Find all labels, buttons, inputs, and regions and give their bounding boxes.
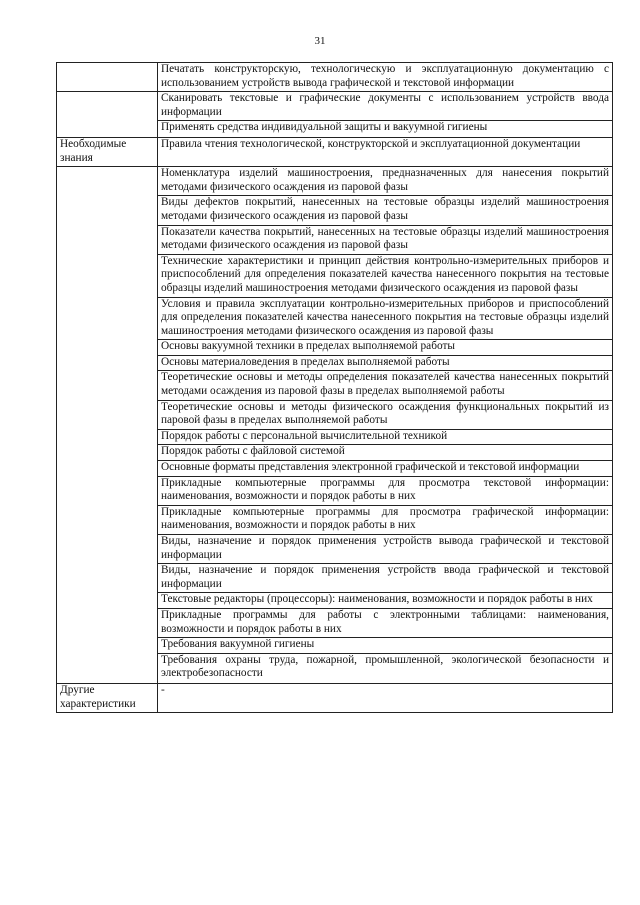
row-label-cell [57, 535, 158, 564]
row-label-cell [57, 653, 158, 683]
table-row [57, 63, 613, 92]
row-label-cell [57, 225, 158, 254]
row-label-cell [57, 445, 158, 461]
table-row [57, 505, 613, 534]
table-row [57, 355, 613, 371]
requirement-item: Виды, назначение и порядок применения устройств ввода графической и текстовой информации [158, 564, 613, 593]
row-label-cell [57, 297, 158, 340]
requirement-item: Теоретические основы и методы определения показателей качества нанесенных покрытий методами осаждения из паровой фазы в пределах выполняемой работы [158, 371, 613, 400]
table-row [57, 137, 613, 166]
row-label-cell: Необходимые знания [57, 137, 158, 166]
requirement-item: Требования охраны труда, пожарной, промышленной, экологической безопасности и электробезопасности [158, 653, 613, 683]
table-row [57, 638, 613, 654]
row-label-cell [57, 476, 158, 505]
requirement-item: Прикладные программы для работы с электронными таблицами: наименования, возможности и порядок работы в них [158, 608, 613, 637]
table-row [57, 167, 613, 196]
requirement-item: Показатели качества покрытий, нанесенных на тестовые образцы изделий машиностроения методами физического осаждения из паровой фазы [158, 225, 613, 254]
table-row [57, 608, 613, 637]
table-row [57, 653, 613, 683]
table-row [57, 593, 613, 609]
requirement-item: Номенклатура изделий машиностроения, предназначенных для нанесения покрытий методами физического осаждения из паровой фазы [158, 167, 613, 196]
row-label-cell [57, 400, 158, 429]
requirement-item: Порядок работы с файловой системой [158, 445, 613, 461]
table-row [57, 225, 613, 254]
table-row [57, 445, 613, 461]
requirement-item: Технические характеристики и принцип действия контрольно-измерительных приборов и приспособлений для определения показателей качества нанесенного покрытия на тестовые образцы изделий машиностроения методами физического осаждения из паровой фазы [158, 254, 613, 297]
row-label-cell [57, 63, 158, 92]
competency-table [56, 62, 613, 713]
requirement-item: Порядок работы с персональной вычислительной техникой [158, 429, 613, 445]
table-row [57, 400, 613, 429]
row-label-cell [57, 638, 158, 654]
table-row [57, 297, 613, 340]
table-row [57, 564, 613, 593]
requirement-item: Виды, назначение и порядок применения устройств вывода графической и текстовой информации [158, 535, 613, 564]
row-label-cell [57, 564, 158, 593]
requirement-item: Теоретические основы и методы физического осаждения функциональных покрытий из паровой фазы в пределах выполняемой работы [158, 400, 613, 429]
requirement-item: Правила чтения технологической, конструкторской и эксплуатационной документации [158, 137, 613, 166]
row-label-cell [57, 196, 158, 225]
row-label-cell [57, 608, 158, 637]
table-row [57, 683, 613, 712]
table-row [57, 196, 613, 225]
table-row [57, 121, 613, 138]
row-label-cell [57, 355, 158, 371]
requirement-item: Печатать конструкторскую, технологическую и эксплуатационную документацию с использованием устройств вывода графической и текстовой информации [158, 63, 613, 92]
requirement-item: Применять средства индивидуальной защиты и вакуумной гигиены [158, 121, 613, 138]
row-label-cell [57, 429, 158, 445]
requirement-item: Требования вакуумной гигиены [158, 638, 613, 654]
page-number: 31 [314, 35, 326, 47]
row-label-cell [57, 254, 158, 297]
requirement-item: Текстовые редакторы (процессоры): наименования, возможности и порядок работы в них [158, 593, 613, 609]
requirement-item: Условия и правила эксплуатации контрольно-измерительных приборов и приспособлений для определения показателей качества нанесенного покрытия на тестовые образцы изделий машиностроения методами физического осаждения из паровой фазы [158, 297, 613, 340]
table-row [57, 461, 613, 477]
table-row [57, 476, 613, 505]
row-label-cell [57, 505, 158, 534]
row-label-cell [57, 92, 158, 121]
row-label-cell: Другие характеристики [57, 683, 158, 712]
requirement-item: Виды дефектов покрытий, нанесенных на тестовые образцы изделий машиностроения методами физического осаждения из паровой фазы [158, 196, 613, 225]
row-label-cell [57, 461, 158, 477]
table-row [57, 340, 613, 356]
row-label-cell [57, 121, 158, 138]
competency-table-body [57, 63, 613, 713]
row-label-cell [57, 593, 158, 609]
requirement-item: Основы материаловедения в пределах выполняемой работы [158, 355, 613, 371]
row-label-cell [57, 167, 158, 196]
requirement-item: Прикладные компьютерные программы для просмотра графической информации: наименования, возможности и порядок работы в них [158, 505, 613, 534]
requirement-item: Прикладные компьютерные программы для просмотра текстовой информации: наименования, возможности и порядок работы в них [158, 476, 613, 505]
table-row [57, 371, 613, 400]
requirement-item: - [158, 683, 613, 712]
table-row [57, 535, 613, 564]
requirement-item: Основы вакуумной техники в пределах выполняемой работы [158, 340, 613, 356]
requirement-item: Сканировать текстовые и графические документы с использованием устройств ввода информации [158, 92, 613, 121]
table-row [57, 429, 613, 445]
requirement-item: Основные форматы представления электронной графической и текстовой информации [158, 461, 613, 477]
row-label-cell [57, 371, 158, 400]
row-label-cell [57, 340, 158, 356]
table-row [57, 92, 613, 121]
table-row [57, 254, 613, 297]
